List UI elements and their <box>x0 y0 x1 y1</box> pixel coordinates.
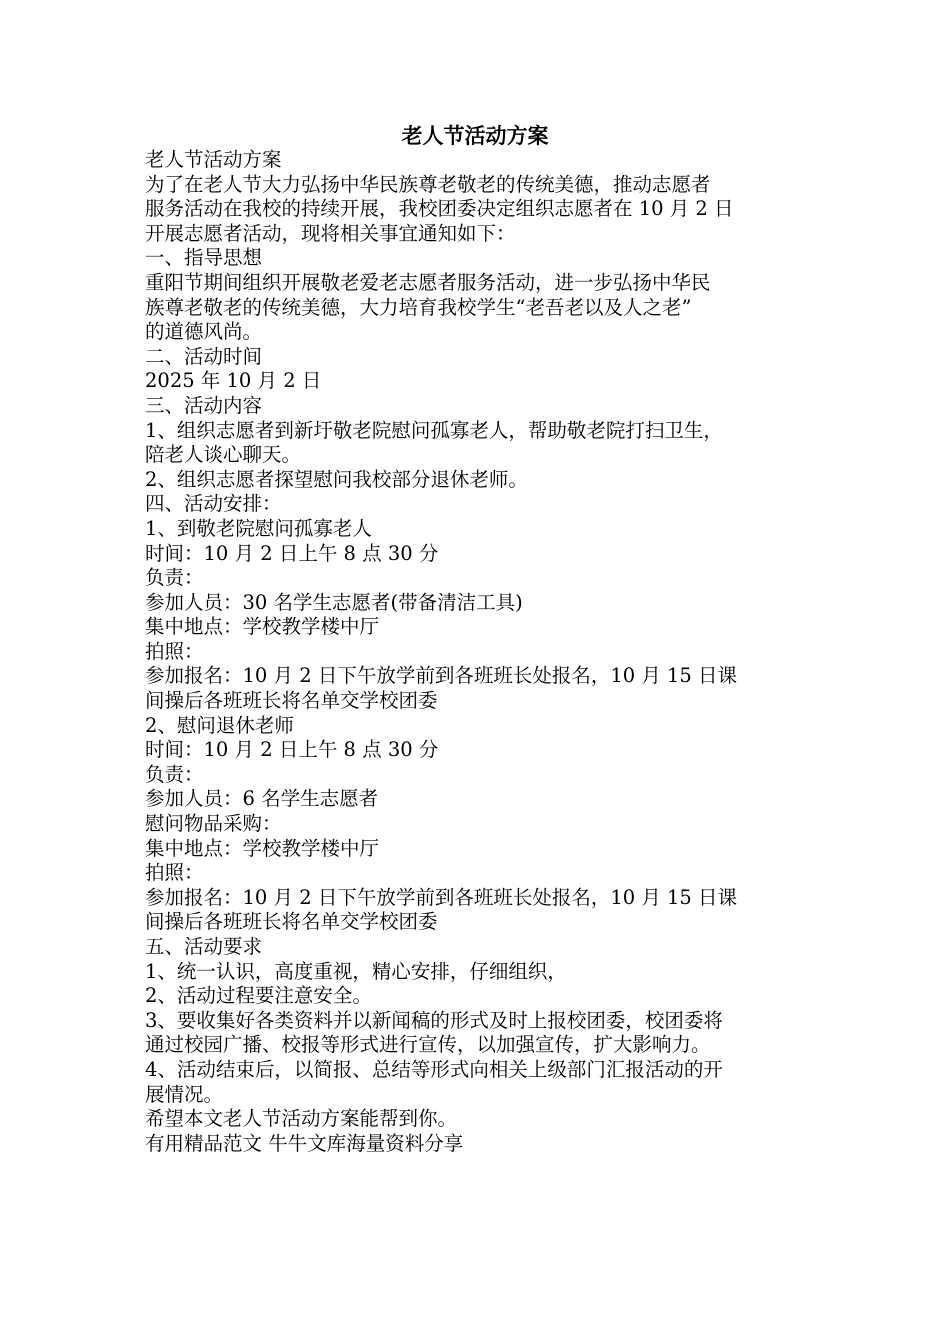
requirement-1: 1、统一认识，高度重视，精心安排，仔细组织， <box>145 959 567 983</box>
arrangement-1-participants: 参加人员：30 名学生志愿者(带备清洁工具) <box>145 590 523 614</box>
section-heading-guiding-thought: 一、指导思想 <box>145 246 263 270</box>
requirement-3-line-2: 通过校园广播、校报等形式进行宣传，以加强宣传，扩大影响力。 <box>145 1033 711 1057</box>
section-heading-requirements: 五、活动要求 <box>145 935 263 958</box>
arrangement-2-heading: 2、慰问退休老师 <box>145 713 294 737</box>
section-heading-arrangement: 四、活动安排： <box>145 492 282 516</box>
arrangement-2-registration-line-2: 间操后各班班长将名单交学校团委 <box>145 910 438 934</box>
content-item-2: 2、组织志愿者探望慰问我校部分退休老师。 <box>145 467 528 491</box>
arrangement-1-responsible: 负责： <box>145 566 204 590</box>
arrangement-2-responsible: 负责： <box>145 762 204 786</box>
arrangement-1-registration-line-2: 间操后各班班长将名单交学校团委 <box>145 689 438 713</box>
intro-line-1: 为了在老人节大力弘扬中华民族尊老敬老的传统美德，推动志愿者 <box>145 172 711 196</box>
arrangement-2-location: 集中地点：学校教学楼中厅 <box>145 836 380 860</box>
arrangement-1-photo: 拍照： <box>145 639 204 663</box>
arrangement-1-location: 集中地点：学校教学楼中厅 <box>145 615 380 639</box>
section-heading-activity-time: 二、活动时间 <box>145 344 263 368</box>
guiding-thought-line-2: 族尊老敬老的传统美德，大力培育我校学生“老吾老以及人之老” <box>145 295 692 319</box>
requirement-4-line-2: 展情况。 <box>145 1082 224 1106</box>
document-title: 老人节活动方案 <box>401 123 549 148</box>
guiding-thought-line-1: 重阳节期间组织开展敬老爱老志愿者服务活动，进一步弘扬中华民 <box>145 270 711 294</box>
intro-line-3: 开展志愿者活动，现将相关事宜通知如下： <box>145 221 516 245</box>
arrangement-2-participants: 参加人员：6 名学生志愿者 <box>145 787 379 811</box>
content-item-1-line-2: 陪老人谈心聊天。 <box>145 443 302 467</box>
arrangement-2-registration-line-1: 参加报名：10 月 2 日下午放学前到各班班长处报名，10 月 15 日课 <box>145 885 738 909</box>
requirement-2: 2、活动过程要注意安全。 <box>145 984 372 1008</box>
arrangement-2-time: 时间：10 月 2 日上午 8 点 30 分 <box>145 738 439 762</box>
arrangement-1-time: 时间：10 月 2 日上午 8 点 30 分 <box>145 541 439 565</box>
requirement-3-line-1: 3、要收集好各类资料并以新闻稿的形式及时上报校团委，校团委将 <box>145 1008 723 1032</box>
arrangement-1-heading: 1、到敬老院慰问孤寡老人 <box>145 516 372 540</box>
subtitle-line: 老人节活动方案 <box>145 148 282 171</box>
closing-line: 希望本文老人节活动方案能帮到你。 <box>145 1107 458 1131</box>
content-item-1-line-1: 1、组织志愿者到新圩敬老院慰问孤寡老人，帮助敬老院打扫卫生， <box>145 418 723 442</box>
section-heading-activity-content: 三、活动内容 <box>145 393 263 417</box>
footer-line: 有用精品范文 牛牛文库海量资料分享 <box>145 1131 464 1155</box>
arrangement-2-purchasing: 慰问物品采购： <box>145 812 282 836</box>
guiding-thought-line-3: 的道德风尚。 <box>145 320 263 344</box>
arrangement-1-registration-line-1: 参加报名：10 月 2 日下午放学前到各班班长处报名，10 月 15 日课 <box>145 664 738 688</box>
intro-line-2: 服务活动在我校的持续开展，我校团委决定组织志愿者在 10 月 2 日 <box>145 197 734 221</box>
requirement-4-line-1: 4、活动结束后，以简报、总结等形式向相关上级部门汇报活动的开 <box>145 1057 723 1081</box>
document-body <box>145 148 815 1156</box>
arrangement-2-photo: 拍照： <box>145 861 204 885</box>
activity-date: 2025 年 10 月 2 日 <box>145 369 322 393</box>
